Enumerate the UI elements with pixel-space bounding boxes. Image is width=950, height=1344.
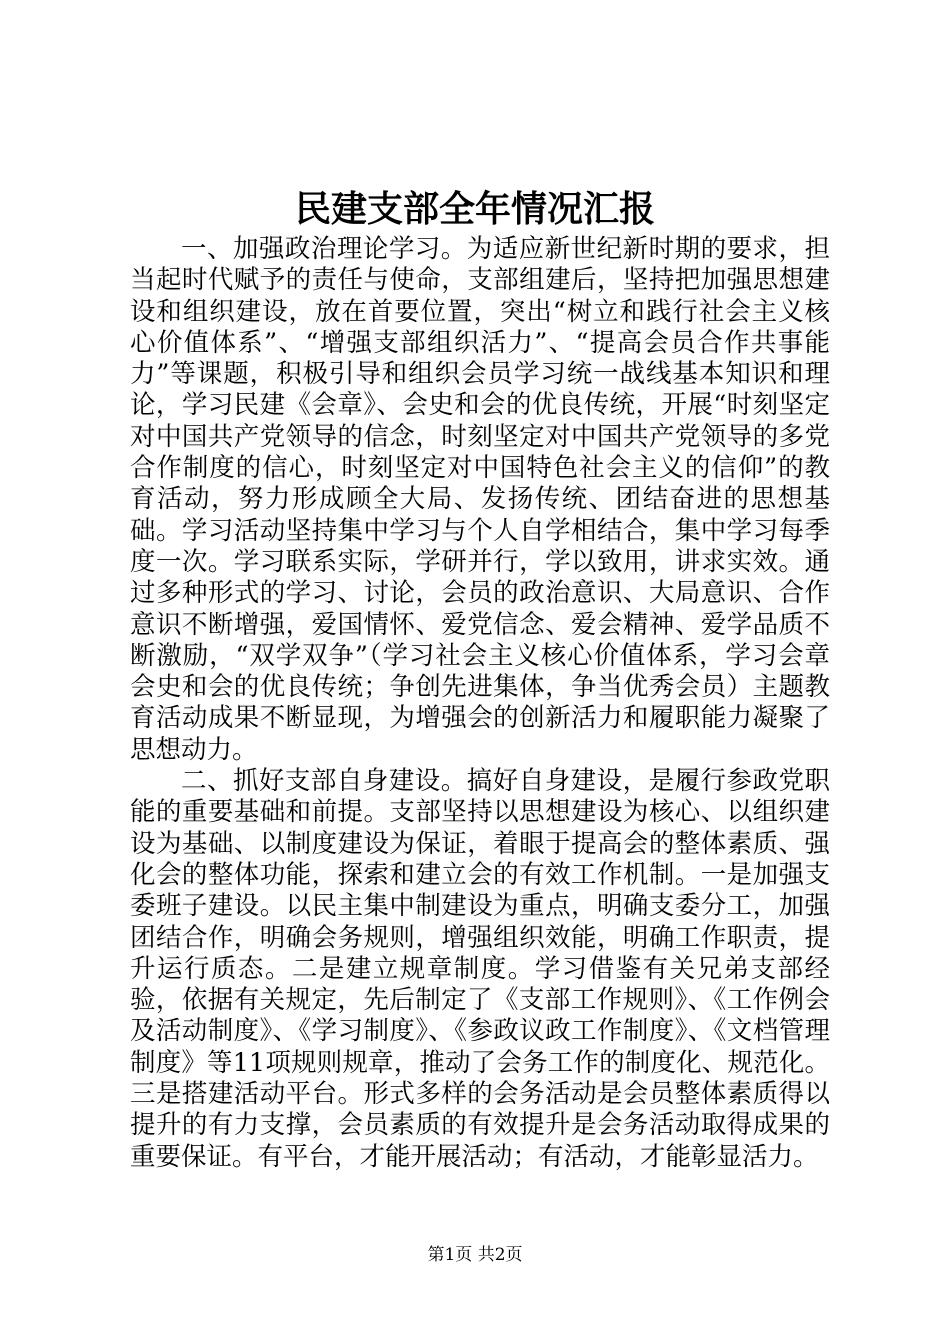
- paragraph-branch-building: 二、抓好支部自身建设。搞好自身建设，是履行参政党职能的重要基础和前提。支部坚持以思想建设为核心、以组织建设为基础、以制度建设为保证，着眼于提高会的整体素质、强化会的整体功能，探索和建立会的有效工作机制。一是加强支委班子建设。以民主集中制建设为重点，明确支委分工，加强团结合作，明确会务规则，增强组织效能，明确工作职责，提升运行质态。二是建立规章制度。学习借鉴有关兄弟支部经验，依据有关规定，先后制定了《支部工作规则》、《工作例会及活动制度》、《学习制度》、《参政议政工作制度》、《文档管理制度》等11项规则规章，推动了会务工作的制度化、规范化。三是搭建活动平台。形式多样的会务活动是会员整体素质得以提升的有力支撑，会员素质的有效提升是会务活动取得成果的重要保证。有平台，才能开展活动；有活动，才能彰显活力。: [130, 766, 830, 1172]
- document-body: [130, 234, 830, 1173]
- paragraph-political-study: 一、加强政治理论学习。为适应新世纪新时期的要求，担当起时代赋予的责任与使命，支部组建后，坚持把加强思想建设和组织建设，放在首要位置，突出“树立和践行社会主义核心价值体系”、“增强支部组织活力”、“提高会员合作共事能力”等课题，积极引导和组织会员学习统一战线基本知识和理论，学习民建《会章》、会史和会的优良传统，开展“时刻坚定对中国共产党领导的信念，时刻坚定对中国共产党领导的多党合作制度的信心，时刻坚定对中国特色社会主义的信仰”的教育活动，努力形成顾全大局、发扬传统、团结奋进的思想基础。学习活动坚持集中学习与个人自学相结合，集中学习每季度一次。学习联系实际，学研并行，学以致用，讲求实效。通过多种形式的学习、讨论，会员的政治意识、大局意识、合作意识不断增强，爱国情怀、爱党信念、爱会精神、爱学品质不断激励，“双学双争”（学习社会主义核心价值体系，学习会章会史和会的优良传统；争创先进集体，争当优秀会员）主题教育活动成果不断显现，为增强会的创新活力和履职能力凝聚了思想动力。: [130, 234, 830, 765]
- page-title: 民建支部全年情况汇报: [294, 188, 655, 230]
- page-number: 第1页 共2页: [427, 1245, 523, 1265]
